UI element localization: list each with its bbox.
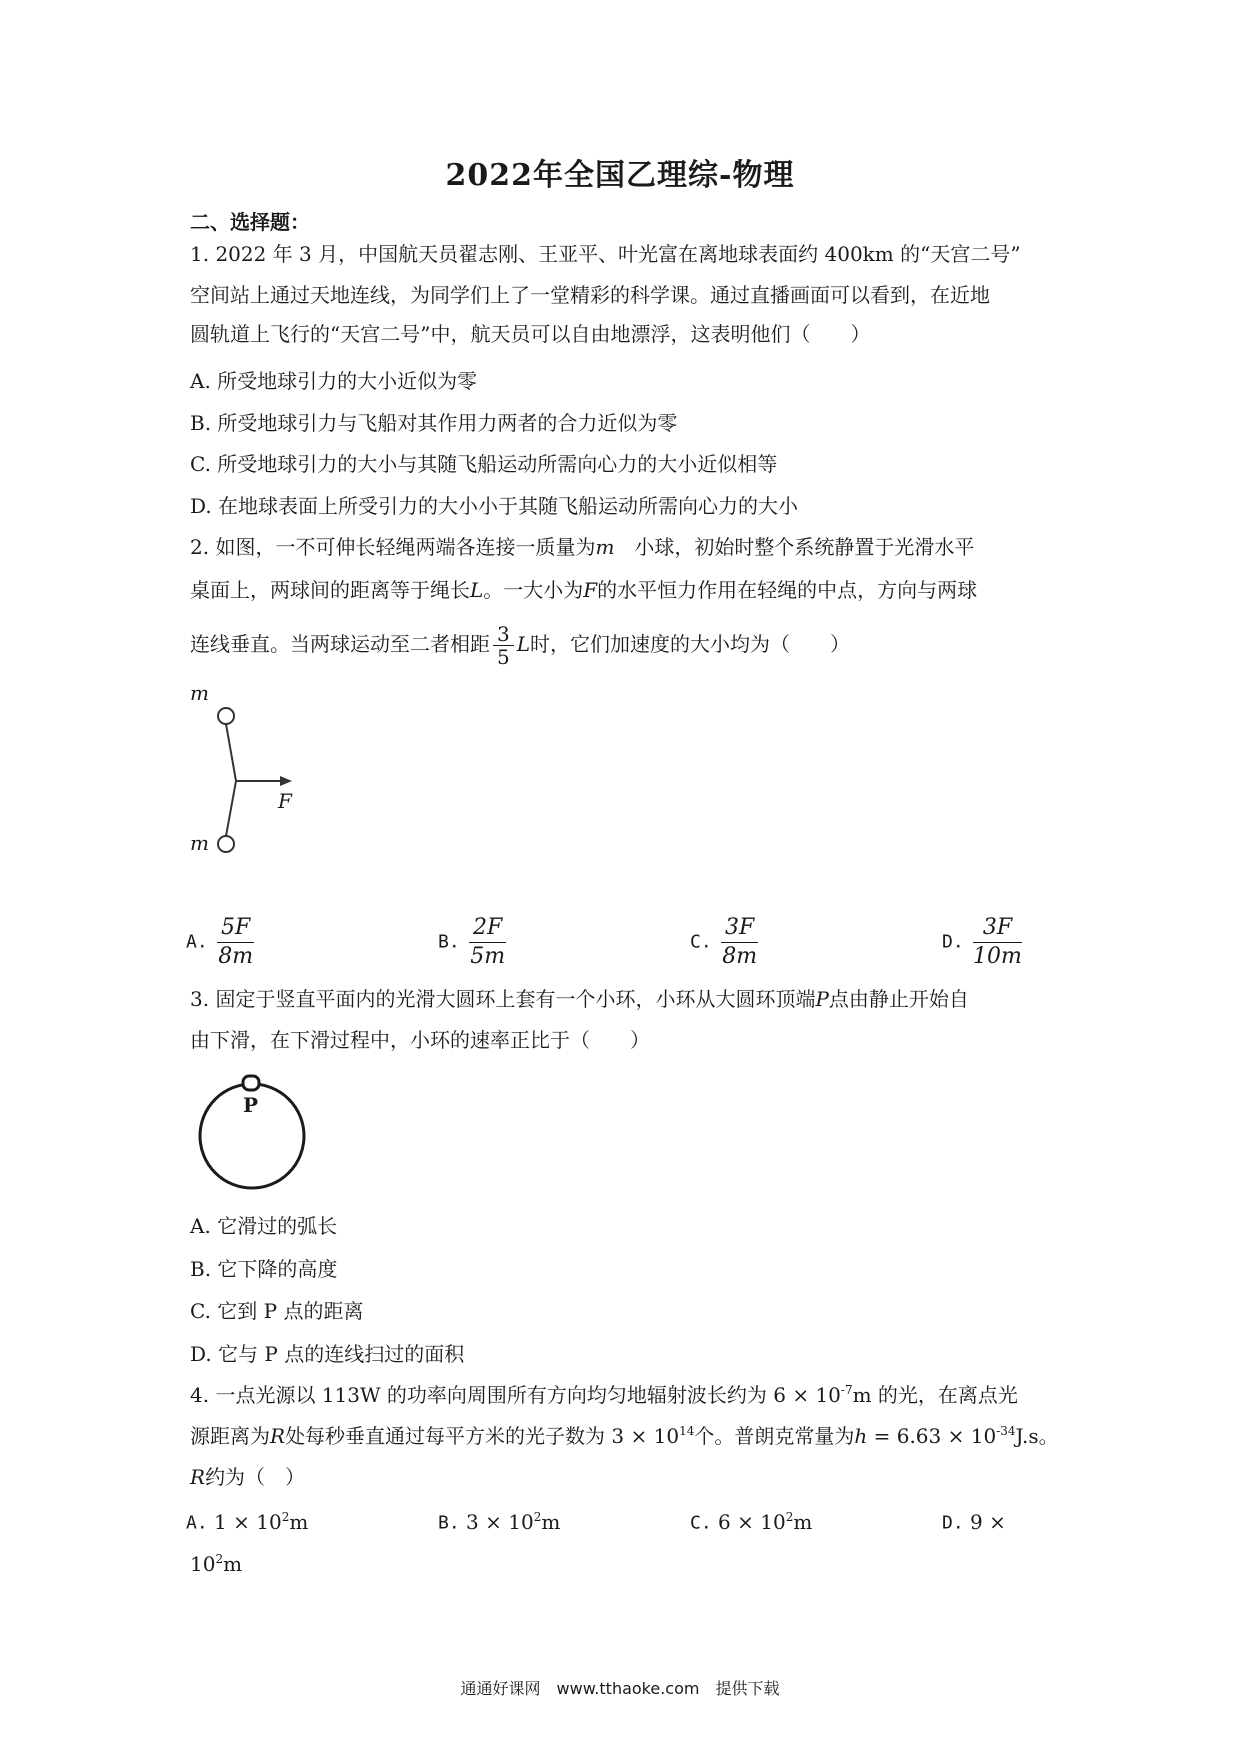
page-footer: 通通好课网 www.tthaoke.com 提供下载 [460, 1679, 780, 1698]
q2-line-3 [190, 623, 850, 668]
q4-text: = 6.63 × 10 [867, 1424, 997, 1448]
fraction: $\frac{3F}{10m}$ [973, 915, 1022, 969]
q4-option-b: B. $3 \times 10^2m$ [438, 1510, 561, 1534]
q4-text: 处每秒垂直通过每平方米的光子数为 3 × 10 [285, 1424, 680, 1448]
q4-exponent: -34 [996, 1424, 1016, 1438]
q4-var-h: h [854, 1424, 868, 1448]
fraction: $\frac{5F}{8m}$ [218, 915, 254, 969]
q2-line-2 [190, 576, 977, 604]
q4-text: m 的光，在离点光 [852, 1383, 1018, 1407]
small-ring [243, 1076, 259, 1090]
mass-label-bottom: m [190, 831, 209, 855]
q2-option-a: A. $\frac{5F}{8m}$ [186, 915, 254, 969]
q4-exponent: -7 [840, 1383, 853, 1397]
q4-option-c: C. $6 \times 10^2m$ [690, 1510, 813, 1534]
q3-option-d: D. 它与 P 点的连线扫过的面积 [190, 1342, 465, 1366]
q3-text: 点由静止开始自 [828, 987, 969, 1011]
q4-line-2 [190, 1422, 1059, 1450]
q2-text: 桌面上，两球间的距离等于绳长 [190, 578, 470, 602]
ball-top [218, 708, 234, 724]
q3-option-a: A. 它滑过的弧长 [190, 1214, 338, 1238]
page-title: 2022年全国乙理综-物理 [445, 158, 795, 193]
q1-option-c: C. 所受地球引力的大小与其随飞船运动所需向心力的大小近似相等 [190, 452, 778, 476]
fraction: $\frac{3F}{8m}$ [722, 915, 758, 969]
q4-option-d: D. 9 × [942, 1510, 1006, 1534]
section-heading: 二、选择题： [190, 210, 310, 234]
q1-option-d: D. 在地球表面上所受引力的大小小于其随飞船运动所需向心力的大小 [190, 494, 799, 518]
q2-line-1 [190, 533, 974, 561]
q2-text: 时，它们加速度的大小均为（ ） [530, 632, 851, 656]
q3-option-c: C. 它到 P 点的距离 [190, 1299, 364, 1323]
q2-var-m: m [595, 535, 615, 559]
q4-text: 4. 一点光源以 113W 的功率向周围所有方向均匀地辐射波长约为 6 × 10 [190, 1383, 841, 1407]
q3-text: 3. 固定于竖直平面内的光滑大圆环上套有一个小环，小环从大圆环顶端 [190, 987, 816, 1011]
q4-option-a: A. $1 \times 10^2m$ [186, 1510, 309, 1534]
q2-var-L: L [470, 578, 484, 602]
q4-exponent: 14 [679, 1424, 695, 1438]
q1-line-1: 1. 2022 年 3 月，中国航天员翟志刚、王亚平、叶光富在离地球表面约 400km 的“天宫二号” [190, 242, 1021, 266]
q2-option-c: C. $\frac{3F}{8m}$ [690, 915, 758, 969]
q2-text: 的水平恒力作用在轻绳的中点，方向与两球 [597, 578, 978, 602]
q2-text: 小球，初始时整个系统静置于光滑水平 [614, 535, 975, 559]
fraction: $\frac{2F}{5m}$ [470, 915, 506, 969]
q1-option-a: A. 所受地球引力的大小近似为零 [190, 369, 478, 393]
q2-option-d: D. $\frac{3F}{10m}$ [942, 915, 1022, 969]
q3-option-b: B. 它下降的高度 [190, 1257, 338, 1281]
q2-var-F: F [583, 578, 598, 602]
q2-option-b: B. $\frac{2F}{5m}$ [438, 915, 506, 969]
rope-lower [226, 781, 236, 836]
q4-var-R: R [270, 1424, 286, 1448]
q2-text: 2. 如图，一不可伸长轻绳两端各连接一质量为 [190, 535, 596, 559]
q4-text: J.s。 [1015, 1424, 1059, 1448]
force-label: F [278, 789, 292, 813]
q4-line-1 [190, 1381, 1018, 1409]
q4-text: 约为（ ） [205, 1465, 306, 1489]
fraction-three-fifths: $\frac{3}{5}$ [493, 623, 514, 668]
rope-upper [226, 724, 236, 781]
q4-line-3 [190, 1463, 305, 1491]
q1-line-3: 圆轨道上飞行的“天宫二号”中，航天员可以自由地漂浮，这表明他们（ ） [190, 322, 871, 346]
q4-option-d-wrap: $10^2m$ [190, 1552, 243, 1576]
force-arrow-head [280, 776, 292, 786]
q1-line-2: 空间站上通过天地连线，为同学们上了一堂精彩的科学课。通过直播画面可以看到，在近地 [190, 283, 990, 307]
q4-var-R: R [190, 1465, 206, 1489]
ball-bottom [218, 836, 234, 852]
mass-label-top: m [190, 681, 209, 705]
q3-ring-diagram [190, 1068, 320, 1198]
q2-rope-force-diagram [180, 681, 320, 860]
q3-var-P: P [815, 987, 829, 1011]
point-label-p: P [243, 1093, 259, 1117]
q4-text: 个。普朗克常量为 [694, 1424, 855, 1448]
q3-line-2: 由下滑，在下滑过程中，小环的速率正比于（ ） [190, 1028, 650, 1052]
q2-text: 。一大小为 [483, 578, 584, 602]
q2-var-L: L [516, 632, 531, 656]
q3-line-1 [190, 985, 969, 1013]
q4-text: 源距离为 [190, 1424, 270, 1448]
q2-text: 连线垂直。当两球运动至二者相距 [190, 632, 490, 656]
q1-option-b: B. 所受地球引力与飞船对其作用力两者的合力近似为零 [190, 411, 678, 435]
